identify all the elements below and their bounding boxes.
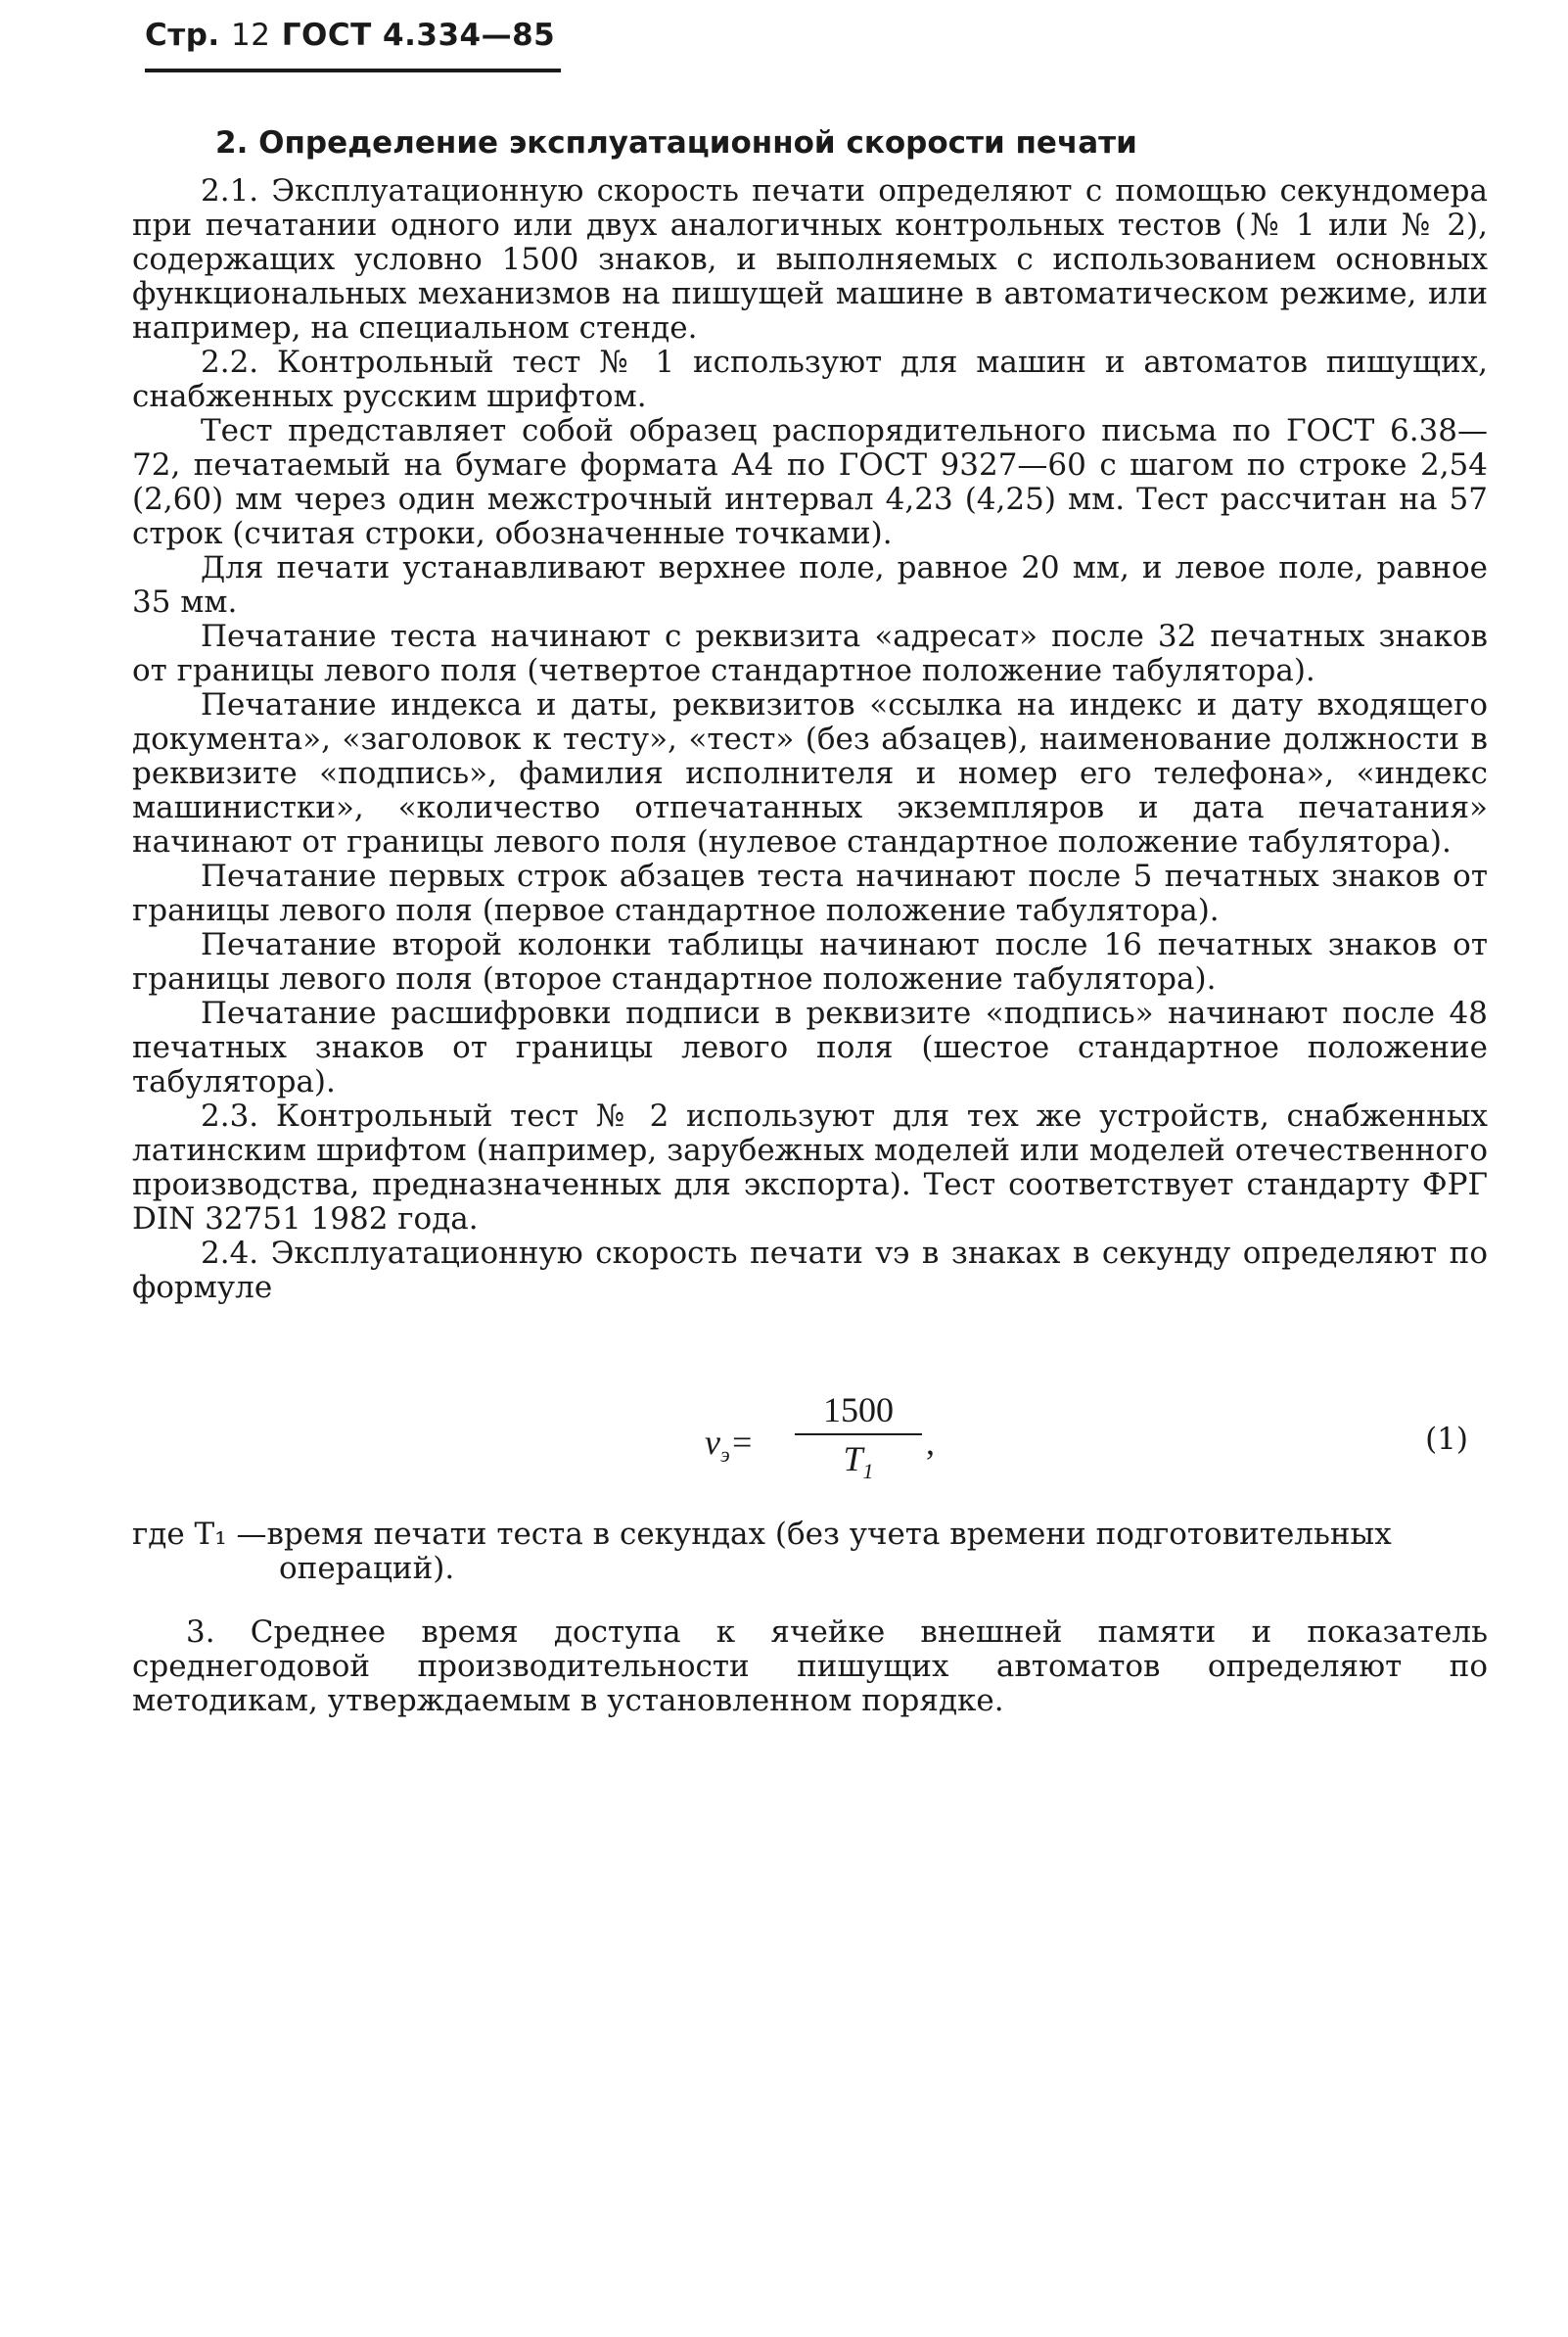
paragraph-margins: Для печати устанавливают верхнее поле, равное 20 мм, и левое поле, равное 35 мм. <box>132 550 1488 620</box>
paragraph-second-column: Печатание второй колонки таблицы начинают после 16 печатных знаков от границы левого поля (второе стандартное положение табулятора). <box>132 927 1488 997</box>
formula-1 <box>705 1388 1468 1486</box>
paragraph-2-2: 2.2. Контрольный тест № 1 используют для машин и автоматов пишущих, снабженных русским шрифтом. <box>132 345 1488 414</box>
formula-numerator: 1500 <box>823 1390 894 1429</box>
paragraph-first-lines: Печатание первых строк абзацев теста начинают после 5 печатных знаков от границы левого поля (первое стандартное положение табулятора). <box>132 859 1488 928</box>
legend-definition: время печати теста в секундах (без учета времени подготовительных <box>266 1517 1392 1552</box>
standard-designation: ГОСТ 4.334—85 <box>270 18 556 53</box>
paragraph-2-4: 2.4. Эксплуатационную скорость печати vэ в знаках в секунду определяют по формуле <box>132 1236 1488 1305</box>
page-number: 12 <box>230 18 271 53</box>
page-header <box>145 18 555 53</box>
legend-symbol: где T₁ — <box>132 1517 267 1552</box>
section-3-paragraph: 3. Среднее время доступа к ячейке внешней памяти и показатель среднегодовой производительности пишущих автоматов определяют по методикам, утверждаемым в установленном порядке. <box>132 1614 1488 1718</box>
formula-fraction <box>795 1388 922 1493</box>
section-2-title: 2. Определение эксплуатационной скорости печати <box>215 125 1137 161</box>
section-2-body <box>132 174 1488 1305</box>
formula-denominator: $T_1$ <box>843 1439 874 1484</box>
paragraph-2-3: 2.3. Контрольный тест № 2 используют для тех же устройств, снабженных латинским шрифтом (например, зарубежных моделей или моделей отечественного производства, предназначенных для экспорта). Тест соответствует стандарту ФРГ DIN 32751 1982 года. <box>132 1098 1488 1237</box>
page-label: Стр. <box>145 18 231 53</box>
paragraph-signature: Печатание расшифровки подписи в реквизите «подпись» начинают после 48 печатных знаков от границы левого поля (шестое стандартное положение табулятора). <box>132 996 1488 1099</box>
formula-legend <box>132 1518 1488 1586</box>
paragraph-2-1: 2.1. Эксплуатационную скорость печати определяют с помощью секундомера при печатании одного или двух аналогичных контрольных тестов (№ 1 или № 2), содержащих условно 1500 знаков, и выполняемых с использованием основных функциональных механизмов на пишущей машине в автоматическом режиме, или например, на специальном стенде. <box>132 173 1488 346</box>
formula-comma: , <box>926 1423 935 1462</box>
equation-number: (1) <box>1425 1422 1468 1457</box>
paragraph-test-description: Тест представляет собой образец распорядительного письма по ГОСТ 6.38—72, печатаемый на бумаге формата А4 по ГОСТ 9327—60 с шагом по строке 2,54 (2,60) мм через один межстрочный интервал 4,23 (4,25) мм. Тест рассчитан на 57 строк (считая строки, обозначенные точками). <box>132 413 1488 551</box>
header-rule <box>145 69 561 72</box>
legend-definition-cont: операций). <box>279 1551 455 1586</box>
formula-lhs: $v_э=$ <box>705 1423 754 1468</box>
paragraph-addressee: Печатание теста начинают с реквизита «адресат» после 32 печатных знаков от границы левого поля (четвертое стандартное положение табулятора). <box>132 619 1488 688</box>
paragraph-index-date: Печатание индекса и даты, реквизитов «ссылка на индекс и дату входящего документа», «заголовок к тесту», «тест» (без абзацев), наименование должности в реквизите «подпись», фамилия исполнителя и номер его телефона», «индекс машинистки», «количество отпечатанных экземпляров и дата печатания» начинают от границы левого поля (нулевое стандартное положение табулятора). <box>132 687 1488 860</box>
fraction-bar <box>795 1433 922 1435</box>
